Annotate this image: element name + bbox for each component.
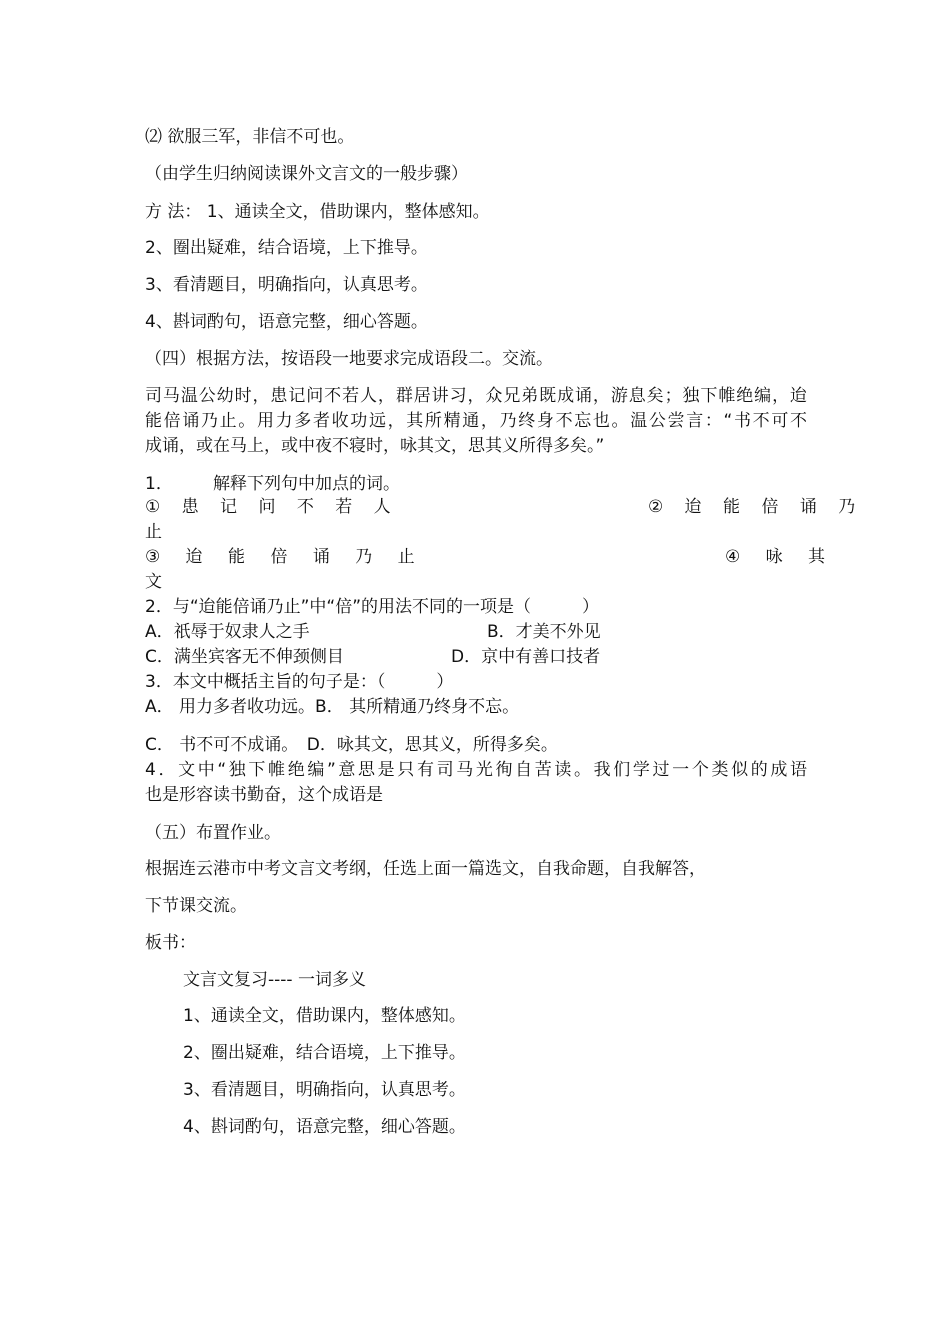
question-1-item-b: ② 迨 能 倍 诵 乃 [648,497,864,517]
section-four-heading: （四）根据方法，按语段一地要求完成语段二。交流。 [145,349,553,369]
board-step-3: 3、看清题目，明确指向，认真思考。 [183,1080,466,1100]
board-step-2: 2、圈出疑难，结合语境，上下推导。 [183,1043,466,1063]
question-3-options-ab: A． 用力多者收功远。B． 其所精通乃终身不忘。 [145,697,520,717]
board-step-1: 1、通读全文，借助课内，整体感知。 [183,1006,466,1026]
question-1-item-b-wrap: 止 [145,522,162,542]
question-1-items-row-2 [145,545,836,569]
board-heading: 板书： [145,933,196,953]
question-2-option-b: B．才美不外见 [487,622,601,642]
question-2-option-d: D．京中有善口技者 [451,647,601,667]
question-1-item-d: ④ 咏 其 [725,547,836,567]
board-title: 文言文复习---- 一词多义 [183,970,366,990]
homework-line-2: 下节课交流。 [145,896,247,916]
method-step-1: 方 法： 1、通读全文，借助课内，整体感知。 [145,202,490,222]
method-step-3: 3、看清题目，明确指向，认真思考。 [145,275,428,295]
summary-prompt: （由学生归纳阅读课外文言文的一般步骤） [145,164,468,184]
question-2-option-c: C．满坐宾客无不伸颈侧目 [145,647,344,667]
question-1-item-d-wrap: 文 [145,572,162,592]
question-3-options-cd: C． 书不可不成诵。 D．咏其文，思其义，所得多矣。 [145,735,558,755]
question-2: 2．与“迨能倍诵乃止”中“倍”的用法不同的一项是（ ） [145,597,600,617]
homework-line-1: 根据连云港市中考文言文考纲，任选上面一篇选文，自我命题，自我解答， [145,859,706,879]
question-1-number: 1． [145,474,173,494]
question-1-items-row-1 [145,495,864,519]
question-1-text: 解释下列句中加点的词。 [213,474,400,494]
passage-line-2: 能倍诵乃止。用力多者收功远，其所精通，乃终身不忘也。温公尝言：“书不可不 [145,411,807,431]
question-2-option-a: A．祇辱于奴隶人之手 [145,622,310,642]
question-4-line-2: 也是形容读书勤奋，这个成语是 [145,785,383,805]
question-1 [145,472,807,496]
board-step-4: 4、斟词酌句，语意完整，细心答题。 [183,1117,466,1137]
passage-line-1: 司马温公幼时，患记问不若人，群居讲习，众兄弟既成诵，游息矣；独下帷绝编，迨 [145,386,807,406]
example-sentence-2: ⑵ 欲服三军，非信不可也。 [145,127,355,147]
question-4-line-1: 4．文中“独下帷绝编”意思是只有司马光徇自苦读。我们学过一个类似的成语 [145,760,807,780]
method-step-4: 4、斟词酌句，语意完整，细心答题。 [145,312,428,332]
question-2-options-row-2 [145,645,807,669]
passage-line-3: 成诵，或在马上，或中夜不寝时，咏其文，思其义所得多矣。” [145,436,605,456]
question-2-options-row-1 [145,620,807,644]
question-1-item-c: ③ 迨 能 倍 诵 乃 止 [145,547,425,567]
question-1-item-a: ① 患 记 问 不 若 人 [145,497,399,517]
question-3: 3．本文中概括主旨的句子是：（ ） [145,672,454,692]
method-step-2: 2、圈出疑难，结合语境，上下推导。 [145,238,428,258]
section-five-heading: （五）布置作业。 [145,823,281,843]
